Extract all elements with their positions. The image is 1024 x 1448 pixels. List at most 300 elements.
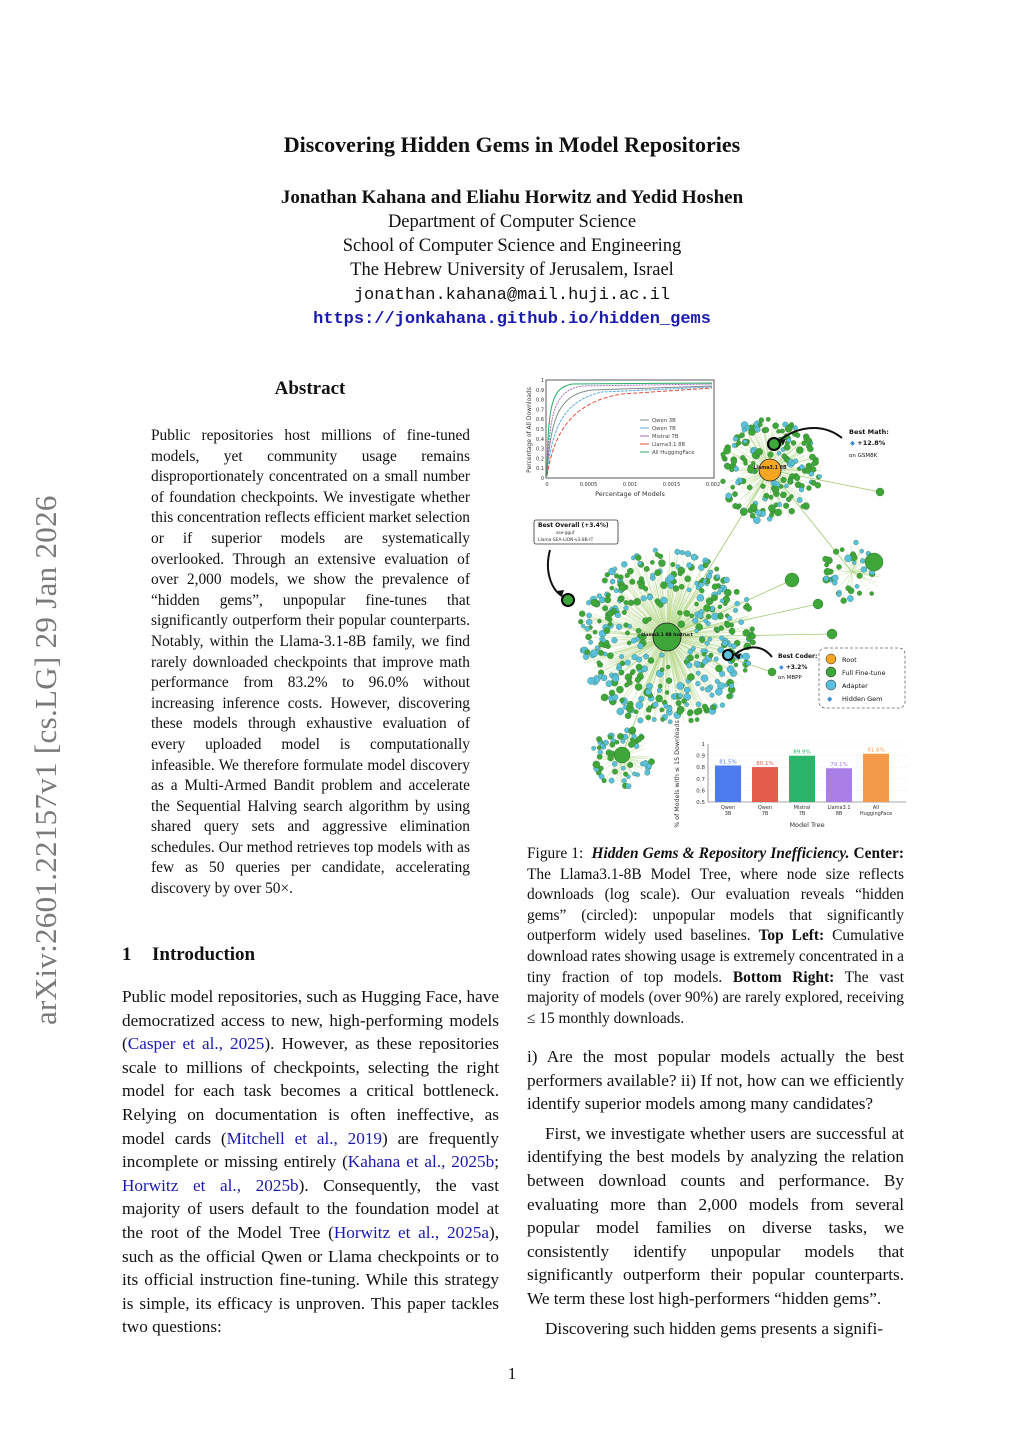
finetune-node bbox=[756, 448, 763, 455]
gem-icon: ◆ bbox=[850, 439, 858, 447]
adapter-node bbox=[612, 761, 617, 766]
bar-category-label: Mistral 7B bbox=[793, 805, 811, 817]
adapter-node bbox=[598, 750, 603, 755]
finetune-node bbox=[695, 654, 699, 658]
adapter-node bbox=[586, 600, 591, 605]
finetune-node bbox=[857, 573, 863, 579]
adapter-node bbox=[855, 584, 859, 588]
finetune-node bbox=[648, 706, 652, 710]
finetune-node bbox=[711, 705, 716, 710]
finetune-node bbox=[660, 668, 664, 672]
finetune-node bbox=[732, 491, 737, 496]
cdf-y-tick: 1 bbox=[540, 378, 544, 384]
finetune-node bbox=[805, 468, 811, 474]
intro-text: Public model repositories, such as Hugging Face, have democratized access to new, high-performing models ( bbox=[122, 987, 499, 1054]
finetune-node bbox=[695, 717, 699, 721]
finetune-node bbox=[706, 580, 710, 584]
finetune-node bbox=[601, 694, 608, 701]
adapter-node bbox=[638, 696, 644, 702]
finetune-node bbox=[602, 778, 607, 783]
finetune-node bbox=[622, 610, 627, 615]
caption-topleft-text: Cumulative download rates showing usage is extremely concentrated in a tiny fraction of top models. bbox=[527, 927, 904, 986]
adapter-node bbox=[705, 641, 710, 646]
finetune-node bbox=[585, 634, 591, 640]
hidden-gem-math bbox=[768, 438, 780, 450]
finetune-node bbox=[724, 622, 730, 628]
adapter-node bbox=[799, 465, 804, 470]
finetune-node bbox=[841, 598, 847, 604]
finetune-node bbox=[780, 492, 786, 498]
adapter-node bbox=[727, 616, 732, 621]
finetune-node bbox=[610, 742, 615, 747]
intro-paragraph bbox=[122, 985, 499, 1339]
caption-center-text: The Llama3.1-8B Model Tree, where node size reflects downloads (log scale). Our evaluation reveals “hidden gems” (circled): unpopular models that significantly outperform widely used baselines. bbox=[527, 865, 904, 945]
adapter-node bbox=[860, 558, 865, 563]
adapter-node bbox=[745, 425, 750, 430]
finetune-node bbox=[694, 709, 700, 715]
finetune-node bbox=[745, 605, 751, 611]
finetune-node bbox=[699, 637, 705, 643]
intro-text: ; bbox=[494, 1152, 499, 1172]
citation-link[interactable]: Kahana et al., 2025b bbox=[347, 1152, 495, 1172]
adapter-node bbox=[581, 624, 585, 628]
adapter-node bbox=[678, 693, 683, 698]
adapter-node bbox=[622, 778, 627, 783]
adapter-node bbox=[587, 613, 592, 618]
finetune-node bbox=[785, 425, 792, 432]
caption-bottomright-label: Bottom Right: bbox=[732, 968, 835, 986]
adapter-node bbox=[632, 772, 636, 776]
finetune-node bbox=[768, 452, 774, 458]
finetune-node bbox=[658, 560, 665, 567]
finetune-node bbox=[760, 484, 765, 489]
finetune-node bbox=[646, 715, 651, 720]
finetune-node bbox=[739, 433, 744, 438]
best-coder-task: on MBPP bbox=[778, 675, 802, 681]
best-math-title: Best Math: bbox=[849, 428, 889, 436]
adapter-node bbox=[744, 597, 749, 602]
adapter-node bbox=[687, 563, 693, 569]
finetune-node bbox=[750, 640, 755, 645]
finetune-node bbox=[734, 589, 740, 595]
citation-link[interactable]: Mitchell et al., 2019 bbox=[226, 1128, 383, 1148]
finetune-node bbox=[731, 485, 735, 489]
finetune-node bbox=[769, 495, 773, 499]
adapter-node bbox=[700, 687, 704, 691]
adapter-node bbox=[714, 657, 719, 662]
bar-x-axis-label: Model Tree bbox=[789, 821, 825, 829]
finetune-node bbox=[714, 627, 718, 631]
best-overall-title: Best Overall (+3.4%) bbox=[538, 522, 609, 529]
author-list: Jonathan Kahana and Eliahu Horwitz and Yedid Hoshen bbox=[280, 187, 744, 208]
finetune-node bbox=[658, 684, 662, 688]
finetune-node bbox=[660, 582, 667, 589]
section-number: 1 bbox=[122, 944, 132, 965]
adapter-node bbox=[715, 688, 722, 695]
adapter-node bbox=[621, 766, 625, 770]
finetune-node bbox=[714, 567, 719, 572]
cdf-y-axis-label: Percentage of All Downloads bbox=[526, 387, 533, 473]
finetune-node bbox=[619, 670, 624, 675]
page-number: 1 bbox=[507, 1364, 517, 1383]
citation-link[interactable]: Horwitz et al., 2025a bbox=[333, 1222, 489, 1242]
citation-link[interactable]: Casper et al., 2025 bbox=[127, 1034, 265, 1054]
adapter-node bbox=[653, 548, 658, 553]
finetune-node bbox=[598, 650, 604, 656]
cdf-legend-label: Qwen 3B bbox=[652, 418, 676, 424]
adapter-node bbox=[610, 579, 615, 584]
finetune-node bbox=[782, 453, 787, 458]
arrow-best-overall bbox=[548, 550, 562, 596]
finetune-node bbox=[787, 479, 793, 485]
finetune-node bbox=[789, 508, 795, 514]
adapter-node bbox=[793, 459, 798, 464]
adapter-node bbox=[832, 575, 838, 581]
finetune-node bbox=[682, 699, 687, 704]
adapter-node bbox=[595, 646, 599, 650]
bar bbox=[863, 754, 889, 802]
adapter-node bbox=[708, 637, 712, 641]
caption-bottomright-text: The vast majority of models (over 90%) are rarely explored, receiving ≤ 15 monthly downloads. bbox=[527, 968, 904, 1027]
adapter-node bbox=[624, 606, 629, 611]
finetune-node bbox=[796, 447, 803, 454]
adapter-node bbox=[606, 681, 612, 687]
finetune-node bbox=[614, 747, 630, 763]
adapter-node bbox=[588, 640, 592, 644]
adapter-node bbox=[847, 595, 853, 601]
adapter-node bbox=[645, 689, 651, 695]
finetune-node bbox=[721, 452, 726, 457]
finetune-node bbox=[758, 422, 762, 426]
adapter-node bbox=[667, 706, 673, 712]
root-label-main: Llama3.1 8B Instruct bbox=[641, 633, 693, 638]
finetune-node bbox=[658, 602, 664, 608]
finetune-node bbox=[618, 575, 623, 580]
cdf-y-tick: 0.1 bbox=[536, 466, 544, 473]
finetune-node bbox=[734, 663, 738, 667]
tree-edge bbox=[842, 572, 852, 599]
finetune-node bbox=[775, 509, 782, 516]
finetune-node bbox=[687, 673, 694, 680]
adapter-node bbox=[853, 540, 858, 545]
finetune-node bbox=[597, 746, 601, 750]
adapter-node bbox=[728, 643, 732, 647]
finetune-node bbox=[597, 754, 602, 759]
finetune-node bbox=[718, 613, 724, 619]
finetune-node bbox=[585, 649, 590, 654]
intro-text: ), such as the official Qwen or Llama checkpoints or to its official instruction fine-tuning. While this strategy is simple, its efficacy is unproven. This paper tackles two questions: bbox=[122, 1222, 499, 1337]
adapter-node bbox=[684, 687, 690, 693]
adapter-node bbox=[642, 666, 648, 672]
cdf-x-tick: 0.001 bbox=[622, 482, 638, 488]
cdf-x-tick: 0.0005 bbox=[579, 482, 598, 488]
cdf-x-tick: 0.002 bbox=[705, 482, 721, 488]
adapter-node bbox=[777, 502, 782, 507]
abstract-heading: Abstract bbox=[274, 378, 346, 399]
finetune-node bbox=[783, 503, 789, 509]
best-coder-title: Best Coder: bbox=[778, 653, 818, 660]
hidden-gem-coder bbox=[723, 650, 733, 660]
adapter-node bbox=[668, 583, 674, 589]
cdf-y-tick: 0.4 bbox=[536, 436, 544, 443]
bar-category-label: All HuggingFace bbox=[859, 805, 893, 817]
finetune-node bbox=[625, 713, 631, 719]
adapter-node bbox=[696, 671, 700, 675]
finetune-node bbox=[703, 563, 708, 568]
finetune-node bbox=[612, 769, 618, 775]
adapter-node bbox=[636, 702, 643, 709]
finetune-node bbox=[634, 598, 641, 605]
adapter-node bbox=[612, 675, 619, 682]
finetune-node bbox=[620, 698, 625, 703]
adapter-node bbox=[641, 596, 647, 602]
adapter-node bbox=[609, 778, 614, 783]
adapter-node bbox=[694, 629, 698, 633]
right-column-text bbox=[527, 1045, 904, 1346]
finetune-node bbox=[618, 596, 623, 601]
finetune-node bbox=[678, 571, 683, 576]
finetune-node bbox=[660, 708, 664, 712]
finetune-node bbox=[750, 504, 757, 511]
adapter-node bbox=[722, 640, 728, 646]
finetune-node bbox=[702, 652, 706, 656]
bar-value-label: 81.5% bbox=[719, 759, 737, 766]
cdf-y-tick: 0.7 bbox=[536, 407, 544, 414]
adapter-node bbox=[701, 675, 708, 682]
finetune-node bbox=[806, 485, 811, 490]
adapter-node bbox=[695, 681, 700, 686]
adapter-node bbox=[586, 619, 592, 625]
finetune-node bbox=[596, 736, 602, 742]
finetune-node bbox=[637, 580, 642, 585]
adapter-node bbox=[617, 708, 624, 715]
finetune-node bbox=[836, 564, 841, 569]
finetune-node bbox=[706, 614, 711, 619]
finetune-node bbox=[605, 616, 610, 621]
finetune-node bbox=[634, 710, 638, 714]
bar-value-label: 91.6% bbox=[867, 747, 885, 754]
finetune-node bbox=[656, 695, 663, 702]
finetune-node bbox=[602, 605, 608, 611]
finetune-node bbox=[865, 553, 883, 571]
adapter-node bbox=[729, 683, 734, 688]
cdf-y-tick: 0.9 bbox=[536, 387, 544, 394]
adapter-node bbox=[732, 443, 737, 448]
finetune-node bbox=[608, 622, 612, 626]
finetune-node bbox=[677, 709, 683, 715]
finetune-node bbox=[721, 479, 726, 484]
adapter-node bbox=[723, 577, 729, 583]
author-email[interactable]: jonathan.kahana@mail.huji.ac.il bbox=[353, 286, 671, 305]
finetune-node bbox=[695, 602, 699, 606]
adapter-node bbox=[743, 440, 747, 444]
legend-root-label: Root bbox=[842, 656, 857, 664]
finetune-node bbox=[631, 669, 636, 674]
finetune-node bbox=[644, 566, 649, 571]
figure-caption bbox=[527, 844, 904, 1029]
paragraph-questions: i) Are the most popular models actually the best performers available? ii) If not, how can we efficiently identify superior models among many candidates? bbox=[527, 1047, 904, 1114]
finetune-node bbox=[794, 475, 800, 481]
adapter-node bbox=[797, 497, 802, 502]
adapter-node bbox=[585, 626, 590, 631]
finetune-node bbox=[791, 440, 796, 445]
adapter-node bbox=[632, 734, 637, 739]
adapter-node bbox=[597, 594, 602, 599]
adapter-node bbox=[602, 638, 606, 642]
bar-chart bbox=[674, 720, 906, 829]
finetune-node bbox=[687, 655, 693, 661]
best-coder-value-line bbox=[779, 664, 807, 671]
adapter-node bbox=[667, 574, 674, 581]
finetune-node bbox=[870, 591, 874, 595]
adapter-node bbox=[628, 624, 632, 628]
paragraph-discovering: Discovering such hidden gems presents a signifi- bbox=[545, 1318, 883, 1338]
bar-y-tick: 0.5 bbox=[696, 800, 705, 806]
finetune-node bbox=[876, 488, 884, 496]
cdf-legend-label: All HuggingFace bbox=[652, 450, 695, 456]
finetune-node bbox=[605, 597, 611, 603]
finetune-node bbox=[712, 595, 717, 600]
finetune-node bbox=[643, 587, 648, 592]
cdf-y-tick: 0.5 bbox=[536, 427, 544, 433]
adapter-node bbox=[852, 561, 856, 565]
adapter-node bbox=[619, 654, 624, 659]
finetune-node bbox=[743, 458, 748, 463]
finetune-node bbox=[846, 586, 851, 591]
finetune-node bbox=[726, 693, 732, 699]
section-title: Introduction bbox=[152, 944, 256, 965]
adapter-node bbox=[660, 653, 665, 658]
gem-icon: ◆ bbox=[779, 664, 786, 671]
adapter-node bbox=[657, 688, 662, 693]
adapter-node bbox=[631, 556, 635, 560]
adapter-node bbox=[645, 770, 650, 775]
finetune-node bbox=[665, 690, 669, 694]
citation-link[interactable]: Horwitz et al., 2025b bbox=[122, 1175, 299, 1195]
adapter-node bbox=[735, 480, 739, 484]
cdf-x-tick: 0 bbox=[545, 482, 549, 488]
finetune-node bbox=[679, 584, 684, 589]
adapter-node bbox=[727, 665, 734, 672]
bar-category-label: Qwen 3B bbox=[720, 805, 736, 817]
cdf-x-axis-label: Percentage of Models bbox=[595, 490, 665, 498]
finetune-node bbox=[635, 683, 642, 690]
cdf-legend-label: Llama3.1 8B bbox=[652, 442, 686, 448]
adapter-node bbox=[677, 682, 684, 689]
finetune-node bbox=[740, 509, 747, 516]
cdf-y-tick: 0.3 bbox=[536, 446, 544, 453]
finetune-node bbox=[824, 568, 831, 575]
finetune-node bbox=[781, 477, 787, 483]
finetune-node bbox=[608, 755, 614, 761]
cdf-y-tick: 0.6 bbox=[536, 417, 544, 424]
finetune-node bbox=[766, 417, 770, 421]
adapter-node bbox=[702, 659, 708, 665]
adapter-node bbox=[706, 573, 712, 579]
finetune-node bbox=[807, 446, 813, 452]
intro-text: ). Consequently, the vast majority of users default to the foundation model at the root of the Model Tree ( bbox=[122, 1175, 499, 1242]
affiliation-school: School of Computer Science and Engineering bbox=[342, 236, 682, 256]
adapter-node bbox=[704, 619, 708, 623]
adapter-node bbox=[638, 561, 642, 565]
best-coder-value: +3.2% bbox=[785, 664, 808, 671]
hidden-gem-overall bbox=[562, 594, 574, 606]
adapter-node bbox=[625, 660, 631, 666]
adapter-node bbox=[637, 643, 643, 649]
finetune-node bbox=[647, 617, 651, 621]
finetune-node bbox=[628, 741, 634, 747]
adapter-node bbox=[634, 744, 639, 749]
adapter-node bbox=[615, 612, 621, 618]
finetune-node bbox=[604, 627, 610, 633]
finetune-node bbox=[813, 599, 823, 609]
finetune-node bbox=[602, 578, 608, 584]
adapter-node bbox=[611, 637, 617, 643]
finetune-node bbox=[676, 700, 682, 706]
adapter-node bbox=[686, 662, 692, 668]
finetune-node bbox=[636, 736, 642, 742]
finetune-node bbox=[629, 579, 635, 585]
finetune-node bbox=[666, 678, 672, 684]
adapter-node bbox=[626, 783, 631, 788]
finetune-node bbox=[724, 589, 731, 596]
intro-text: ). However, as these repositories scale to millions of checkpoints, selecting the right model for each task becomes a critical bottleneck. Relying on documentation is often ineffective, as model cards ( bbox=[122, 1034, 499, 1148]
finetune-node bbox=[827, 629, 837, 639]
bar-y-tick: 0.7 bbox=[696, 776, 705, 783]
adapter-node bbox=[743, 653, 750, 660]
finetune-node bbox=[763, 427, 769, 433]
adapter-node bbox=[691, 554, 697, 560]
adapter-node bbox=[697, 613, 703, 619]
adapter-node bbox=[591, 746, 595, 750]
adapter-node bbox=[705, 686, 711, 692]
adapter-node bbox=[733, 436, 738, 441]
finetune-node bbox=[750, 513, 755, 518]
finetune-node bbox=[677, 610, 682, 615]
legend-hidden-gem-icon: ◆ bbox=[827, 695, 833, 703]
finetune-node bbox=[823, 556, 829, 562]
finetune-node bbox=[687, 711, 692, 716]
finetune-node bbox=[795, 433, 800, 438]
finetune-node bbox=[628, 600, 634, 606]
caption-center-label: Center: bbox=[853, 845, 904, 862]
adapter-node bbox=[716, 574, 720, 578]
legend-full-finetune-swatch bbox=[826, 667, 836, 677]
project-url[interactable]: https://jonkahana.github.io/hidden_gems bbox=[313, 310, 711, 329]
finetune-node bbox=[750, 633, 756, 639]
adapter-node bbox=[638, 718, 644, 724]
adapter-node bbox=[755, 427, 761, 433]
adapter-node bbox=[697, 594, 704, 601]
adapter-node bbox=[733, 608, 738, 613]
finetune-node bbox=[809, 454, 815, 460]
bar-y-tick: 1 bbox=[701, 742, 705, 748]
adapter-node bbox=[720, 599, 724, 603]
finetune-node bbox=[764, 493, 769, 498]
finetune-node bbox=[772, 486, 779, 493]
adapter-node bbox=[799, 487, 804, 492]
finetune-node bbox=[616, 686, 623, 693]
finetune-node bbox=[725, 464, 731, 470]
adapter-node bbox=[616, 624, 622, 630]
adapter-node bbox=[613, 567, 617, 571]
finetune-node bbox=[630, 727, 636, 733]
finetune-node bbox=[678, 621, 685, 628]
bar bbox=[715, 765, 741, 802]
finetune-node bbox=[615, 740, 619, 744]
legend-hidden-gem-label: Hidden Gem bbox=[842, 695, 883, 703]
bar-category-label: Llama3.1 8B bbox=[827, 805, 851, 817]
